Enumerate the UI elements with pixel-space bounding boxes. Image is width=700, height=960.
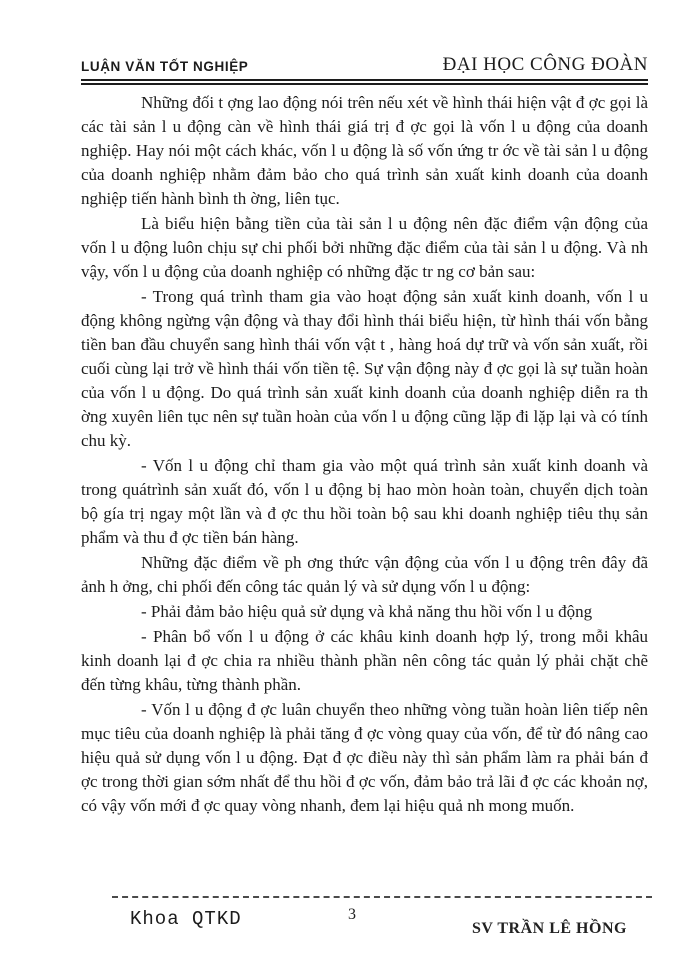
body-paragraph: Những đối t ợng lao động nói trên nếu xét về hình thái hiện vật đ ợc gọi là các tài sản l u động càn về hình thái giá trị đ ợc gọi là vốn l u động của doanh nghiệp. Hay nói một cách khác, vốn l u động là số vốn ứng tr ớc về tài sản l u động của doanh nghiệp nhằm đảm bảo cho quá trình sản xuất kinh doanh của doanh nghiệp tiến hành bình th ờng, liên tục. [81,93,648,208]
body-paragraph: - Vốn l u động đ ợc luân chuyển theo những vòng tuần hoàn liên tiếp nên mục tiêu của doanh nghiệp là phải tăng đ ợc vòng quay của vốn, để từ đó nâng cao hiệu quả sử dụng vốn l u động. Đạt đ ợc điều này thì sản phẩm làm ra phải bán đ ợc trong thời gian sớm nhất để thu hồi đ ợc vốn, đảm bảo trả lãi đ ợc các khoản nợ, có vậy vốn mới đ ợc quay vòng nhanh, đem lại hiệu quả nh mong muốn. [81,700,648,815]
page-content [81,54,648,818]
header-right-title: ĐẠI HỌC CÔNG ĐOÀN [442,54,648,75]
footer-author: SV TRẦN LÊ HỒNG [472,920,627,935]
body-paragraph: Là biểu hiện bằng tiền của tài sản l u động nên đặc điểm vận động của vốn l u động luôn chịu sự chi phối bởi những đặc điểm của tài sản l u động. Và nh vậy, vốn l u động của doanh nghiệp có những đặc tr ng cơ bản sau: [81,214,648,281]
header-left-title: LUẬN VĂN TỐT NGHIỆP [81,58,249,75]
body-paragraph: - Vốn l u động chỉ tham gia vào một quá trình sản xuất kinh doanh và trong quátrình sản xuất đó, vốn l u động bị hao mòn hoàn toàn, chuyển dịch toàn bộ gía trị ngay một lần và đ ợc thu hồi toàn bộ sau khi doanh nghiệp tiêu thụ sản phẩm và thu đ ợc tiền bán hàng. [81,456,648,547]
body-paragraph: - Phân bổ vốn l u động ở các khâu kinh doanh hợp lý, trong mỗi khâu kinh doanh lại đ ợc chia ra nhiều thành phần nên công tác quản lý phải chặt chẽ đến từng khâu, từng thành phần. [81,627,648,694]
body-paragraph: - Phải đảm bảo hiệu quả sử dụng và khả năng thu hồi vốn l u động [141,602,593,621]
document-body [81,91,648,818]
header-double-rule [81,79,648,85]
footer-page-number: 3 [348,906,356,923]
body-paragraph: - Trong quá trình tham gia vào hoạt động sản xuất kinh doanh, vốn l u động không ngừng vận động và thay đổi hình thái biểu hiện, từ hình thái vốn bằng tiền ban đầu chuyển sang hình thái vốn vật t , hàng hoá dự trữ và vốn sản xuất, rồi cuối cùng lại trở về hình thái vốn tiền tệ. Sự vận động này đ ợc gọi là sự tuần hoàn của vốn l u động. Do quá trình sản xuất kinh doanh của doanh nghiệp diễn ra th ờng xuyên liên tục nên sự tuần hoàn của vốn l u động cũng lặp đi lặp lại và có tính chu kỳ. [81,287,648,450]
body-paragraph: Những đặc điểm về ph ơng thức vận động của vốn l u động trên đây đã ảnh h ởng, chi phối đến công tác quản lý và sử dụng vốn l u động: [81,553,648,596]
page-header [81,54,648,76]
footer-department: Khoa QTKD [130,908,242,930]
footer-dashed-rule [112,896,652,898]
